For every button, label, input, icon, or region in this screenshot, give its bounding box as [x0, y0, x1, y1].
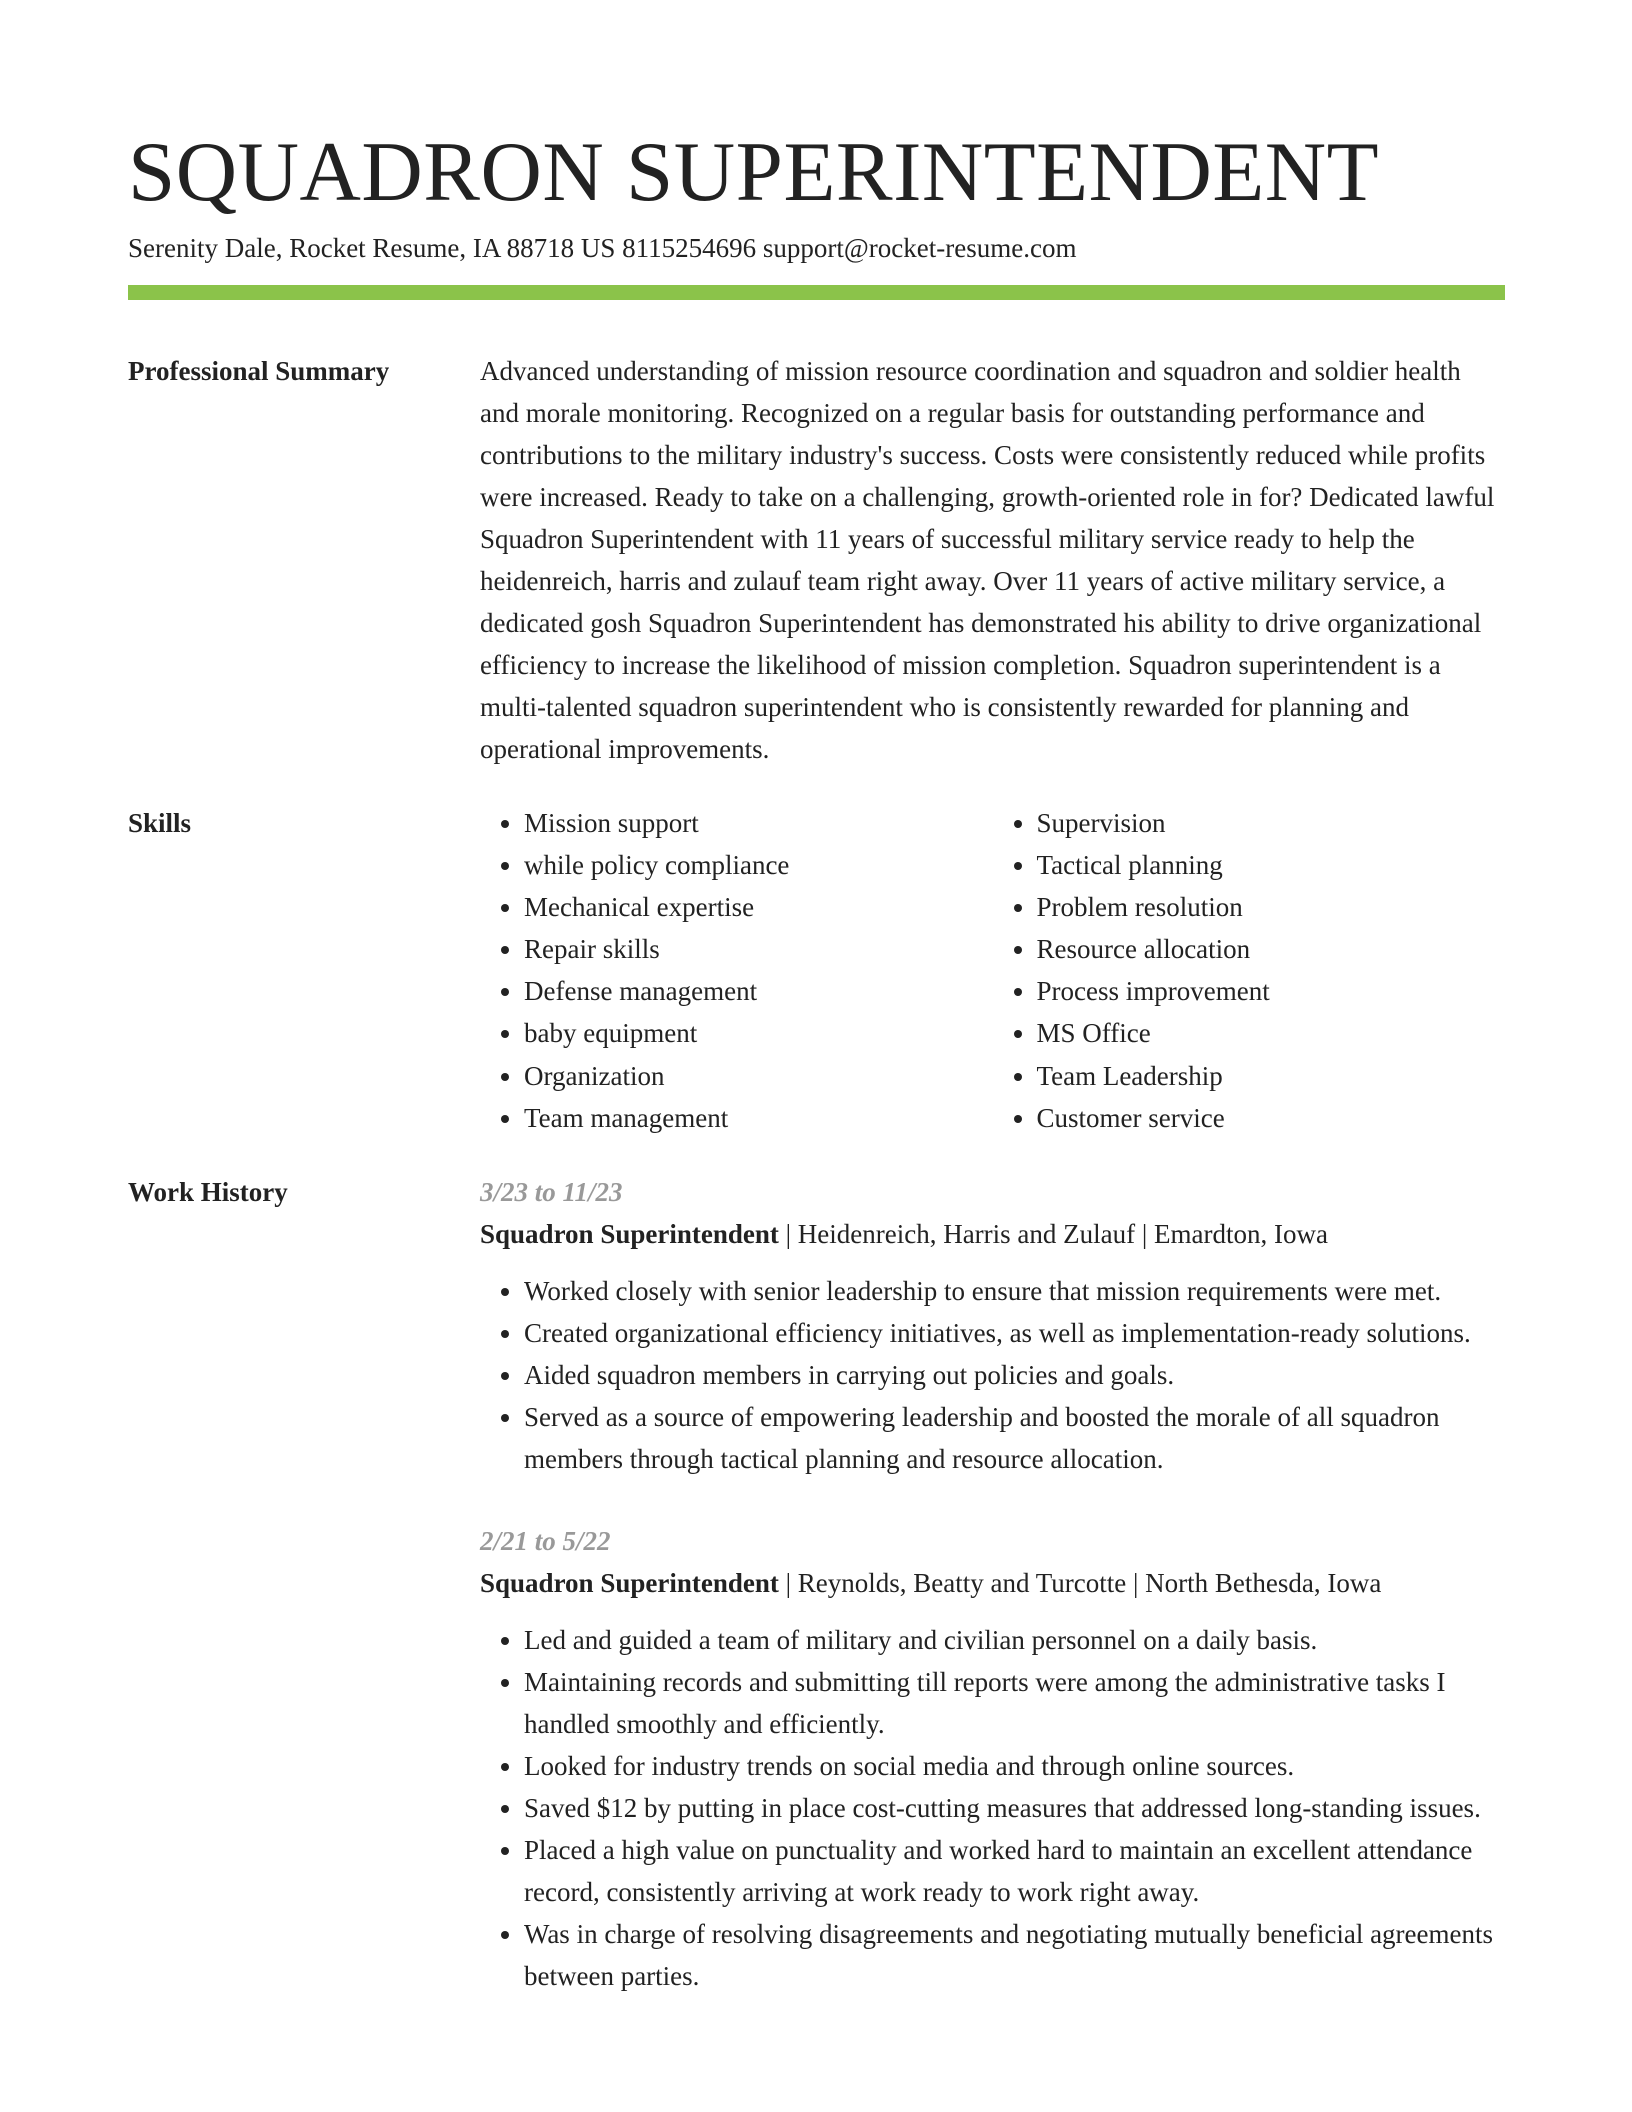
resume-page	[128, 0, 1505, 1997]
job-heading	[480, 1562, 1505, 1604]
job-bullets	[480, 1270, 1505, 1480]
job-bullet: • Aided squadron members in carrying out policies and goals.	[524, 1354, 1505, 1396]
skill-item: • Problem resolution	[1037, 886, 1506, 928]
job-details: | Reynolds, Beatty and Turcotte | North Bethesda, Iowa	[778, 1567, 1382, 1598]
summary-section	[128, 350, 1505, 770]
skill-item: • Process improvement	[1037, 970, 1506, 1012]
job-details: | Heidenreich, Harris and Zulauf | Emardton, Iowa	[778, 1218, 1328, 1249]
summary-text: Advanced understanding of mission resource coordination and squadron and soldier health and morale monitoring. Recognized on a regular basis for outstanding performance and contributions to the military industry's success. Costs were consistently reduced while profits were increased. Ready to take on a challenging, growth-oriented role in for? Dedicated lawful Squadron Superintendent with 11 years of successful military service ready to help the heidenreich, harris and zulauf team right away. Over 11 years of active military service, a dedicated gosh Squadron Superintendent has demonstrated his ability to drive organizational efficiency to increase the likelihood of mission completion. Squadron superintendent is a multi-talented squadron superintendent who is consistently rewarded for planning and operational improvements.	[480, 356, 1495, 764]
work-history-section	[128, 1171, 1505, 1997]
job-bullet: • Saved $12 by putting in place cost-cutting measures that addressed long-standing issues.	[524, 1787, 1505, 1829]
job-bullet: • Maintaining records and submitting till reports were among the administrative tasks I handled smoothly and efficiently.	[524, 1661, 1505, 1745]
job-bullet: • Looked for industry trends on social media and through online sources.	[524, 1745, 1505, 1787]
job-bullet: • Placed a high value on punctuality and worked hard to maintain an excellent attendance record, consistently arriving at work ready to work right away.	[524, 1829, 1505, 1913]
skills-title: Skills	[128, 808, 192, 838]
skill-item: • Repair skills	[524, 928, 993, 970]
job-bullet: • Worked closely with senior leadership to ensure that mission requirements were met.	[524, 1270, 1505, 1312]
skill-item: • Defense management	[524, 970, 993, 1012]
summary-title: Professional Summary	[128, 356, 390, 386]
skill-item: • baby equipment	[524, 1012, 993, 1054]
skill-item: • Customer service	[1037, 1097, 1506, 1139]
skills-grid	[480, 802, 1505, 1139]
skill-item: • Tactical planning	[1037, 844, 1506, 886]
job-dates: 3/23 to 11/23	[480, 1176, 623, 1207]
job-bullet: • Served as a source of empowering leadership and boosted the morale of all squadron members through tactical planning and resource allocation.	[524, 1396, 1505, 1480]
job-dates: 2/21 to 5/22	[480, 1525, 611, 1556]
skills-list-left	[480, 802, 993, 1139]
job-bullet: • Led and guided a team of military and civilian personnel on a daily basis.	[524, 1619, 1505, 1661]
job-bullets	[480, 1619, 1505, 1997]
job-heading	[480, 1213, 1505, 1255]
skill-item: • while policy compliance	[524, 844, 993, 886]
skill-item: • Supervision	[1037, 802, 1506, 844]
job-entry	[480, 1171, 1505, 1480]
job-role: Squadron Superintendent	[480, 1218, 779, 1249]
resume-name: SQUADRON SUPERINTENDENT	[128, 125, 1380, 219]
job-bullet: • Created organizational efficiency initiatives, as well as implementation-ready solutions.	[524, 1312, 1505, 1354]
skill-item: • Resource allocation	[1037, 928, 1506, 970]
skill-item: • Team management	[524, 1097, 993, 1139]
skills-section	[128, 802, 1505, 1139]
skills-list-right	[993, 802, 1506, 1139]
contact-line: Serenity Dale, Rocket Resume, IA 88718 US 8115254696 support@rocket-resume.com	[128, 233, 1077, 263]
job-bullet: • Was in charge of resolving disagreements and negotiating mutually beneficial agreements between parties.	[524, 1913, 1505, 1997]
skill-item: • Organization	[524, 1055, 993, 1097]
skill-item: • Mechanical expertise	[524, 886, 993, 928]
job-entry	[480, 1520, 1505, 1997]
skill-item: • MS Office	[1037, 1012, 1506, 1054]
skill-item: • Team Leadership	[1037, 1055, 1506, 1097]
skill-item: • Mission support	[524, 802, 993, 844]
job-role: Squadron Superintendent	[480, 1567, 779, 1598]
work-history-title: Work History	[128, 1176, 288, 1207]
header-divider	[128, 285, 1505, 300]
